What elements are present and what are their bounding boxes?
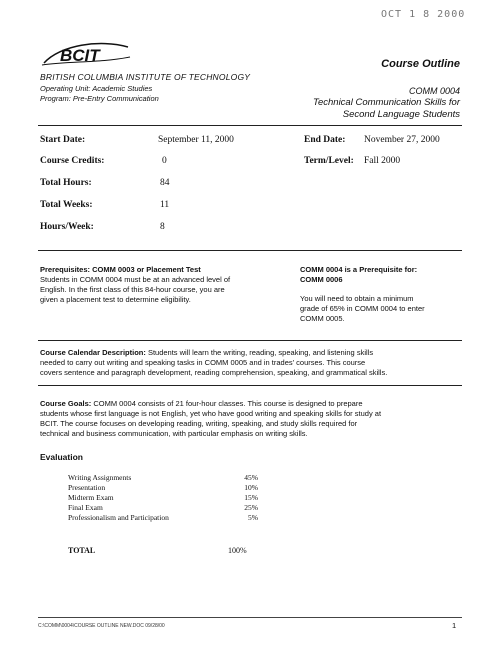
evaluation-weight: 15% [244, 493, 258, 502]
header-divider [38, 125, 462, 126]
hours-week-value: 8 [160, 222, 165, 232]
calendar-description-text: Students will learn the writing, reading, speaking, and listening skills [145, 348, 374, 357]
evaluation-item: Professionalism and Participation [68, 513, 169, 522]
footer-divider [38, 617, 462, 618]
term-label: Term/Level: [304, 156, 354, 166]
evaluation-item: Final Exam [68, 503, 103, 512]
prerequisites-block [40, 265, 290, 305]
total-hours-value: 84 [160, 178, 170, 188]
credits-label: Course Credits: [40, 156, 105, 166]
evaluation-weight: 25% [244, 503, 258, 512]
credits-value: 0 [162, 156, 167, 166]
start-date-value: September 11, 2000 [158, 135, 234, 145]
prerequisite-for-heading: COMM 0004 is a Prerequisite for: [300, 265, 418, 274]
page-number: 1 [452, 621, 457, 630]
prerequisite-for-line: You will need to obtain a minimum [300, 294, 414, 303]
program-name: Program: Pre-Entry Communication [40, 94, 159, 103]
evaluation-total-label: TOTAL [68, 546, 96, 555]
evaluation-row [68, 493, 258, 503]
hours-week-label: Hours/Week: [40, 222, 94, 232]
course-code: COMM 0004 [408, 86, 460, 96]
received-date-stamp: OCT 1 8 2000 [381, 9, 466, 20]
evaluation-row [68, 503, 258, 513]
evaluation-item: Midterm Exam [68, 493, 114, 502]
prerequisites-line: given a placement test to determine eligibility. [40, 295, 191, 304]
prerequisites-line: English. In the first class of this 84-hour course, you are [40, 285, 225, 294]
calendar-description-label: Course Calendar Description: [40, 348, 146, 357]
course-name [313, 97, 460, 121]
prerequisites-line: Students in COMM 0004 must be at an advanced level of [40, 275, 231, 284]
evaluation-weight: 10% [244, 483, 258, 492]
course-goals [40, 399, 465, 439]
total-weeks-value: 11 [160, 200, 170, 210]
evaluation-weight: 45% [244, 473, 258, 482]
course-name-line2: Second Language Students [342, 109, 460, 120]
bcit-logo [40, 41, 132, 67]
calendar-description-line: needed to carry out writing and speaking tasks in COMM 0005 and in trades' courses. This course [40, 358, 366, 367]
evaluation-row [68, 473, 258, 483]
end-date-label: End Date: [304, 135, 346, 145]
footer-file-path: C:\COMM\0004\COURSE OUTLINE NEW.DOC 09/28/00 [38, 623, 165, 629]
prerequisites-heading: Prerequisites: COMM 0003 or Placement Test [40, 265, 201, 274]
info-divider [38, 250, 462, 251]
evaluation-item: Writing Assignments [68, 473, 132, 482]
course-name-line1: Technical Communication Skills for [313, 97, 460, 108]
evaluation-item: Presentation [68, 483, 106, 492]
end-date-value: November 27, 2000 [364, 135, 440, 145]
course-goals-text: COMM 0004 consists of 21 four-hour classes. This course is designed to prepare [91, 399, 363, 408]
prerequisite-for-block [300, 265, 465, 324]
total-weeks-label: Total Weeks: [40, 200, 93, 210]
course-goals-line: technical and business communication, with particular emphasis on writing skills. [40, 429, 308, 438]
start-date-label: Start Date: [40, 135, 86, 145]
operating-unit: Operating Unit: Academic Studies [40, 84, 153, 93]
course-goals-label: Course Goals: [40, 399, 92, 408]
calendar-divider [38, 385, 462, 386]
total-hours-label: Total Hours: [40, 178, 92, 188]
prerequisite-for-course: COMM 0006 [300, 275, 343, 284]
evaluation-total-value: 100% [228, 546, 247, 555]
course-goals-line: students whose first language is not English, yet who have good writing and speaking skills for study at [40, 409, 382, 418]
institution-name: BRITISH COLUMBIA INSTITUTE OF TECHNOLOGY [40, 72, 251, 82]
prereq-divider [38, 340, 462, 341]
term-value: Fall 2000 [364, 156, 401, 166]
prerequisite-for-line: COMM 0005. [300, 314, 345, 323]
calendar-description [40, 348, 465, 378]
evaluation-row [68, 483, 258, 493]
prerequisite-for-line: grade of 65% in COMM 0004 to enter [300, 304, 425, 313]
logo-text: BCIT [60, 46, 100, 65]
evaluation-row [68, 513, 258, 523]
course-goals-line: BCIT. The course focuses on developing reading, writing, speaking, and study skills required for [40, 419, 358, 428]
evaluation-table [68, 473, 258, 523]
calendar-description-line: covers sentence and paragraph development, reading comprehension, speaking, and grammatical skills. [40, 368, 388, 377]
document-title: Course Outline [381, 58, 460, 70]
evaluation-weight: 5% [248, 513, 258, 522]
evaluation-heading: Evaluation [40, 452, 83, 462]
